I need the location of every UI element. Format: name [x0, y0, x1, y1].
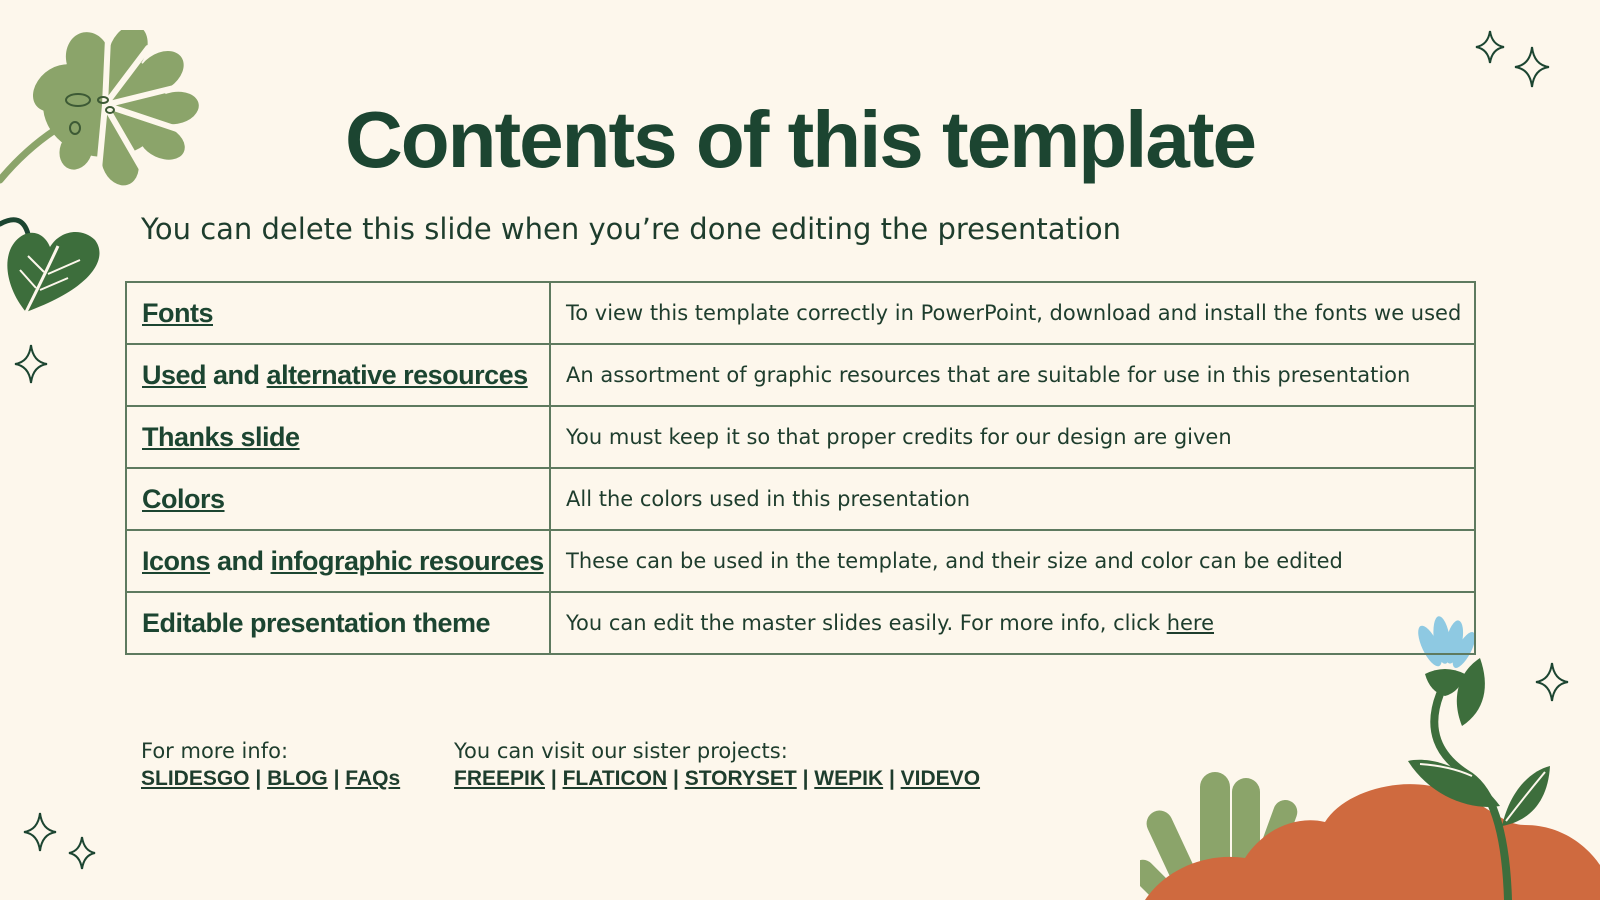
cell-text: You can edit the master slides easily. For more info, click	[566, 611, 1167, 635]
link-separator: |	[796, 767, 815, 790]
table-cell-description	[550, 530, 1475, 592]
footer-more-info-label: For more info:	[141, 739, 289, 763]
heart-leaf-icon	[0, 212, 110, 322]
footer-link[interactable]: BLOG	[267, 767, 328, 790]
topic-link[interactable]: Icons	[142, 545, 211, 576]
cell-text: and	[206, 359, 267, 390]
table-cell-description	[550, 344, 1475, 406]
table-cell-topic	[126, 468, 550, 530]
topic-link[interactable]: here	[1166, 611, 1215, 635]
topic-link[interactable]: Thanks slide	[142, 421, 300, 452]
footer-link[interactable]: STORYSET	[684, 767, 797, 790]
sparkle-icon	[68, 836, 96, 870]
table-cell-description	[550, 592, 1475, 654]
table-cell-topic	[126, 282, 550, 344]
table-row	[126, 530, 1475, 592]
table-cell-topic	[126, 406, 550, 468]
footer-link[interactable]: FAQs	[345, 767, 401, 790]
topic-link[interactable]: infographic resources	[270, 545, 544, 576]
table-row	[126, 282, 1475, 344]
link-separator: |	[249, 767, 268, 790]
cell-text: An assortment of graphic resources that are suitable for use in this presentation	[566, 363, 1411, 387]
footer-sister-projects	[454, 738, 980, 792]
link-separator: |	[545, 767, 563, 790]
footer-more-info	[141, 738, 400, 792]
table-cell-topic	[126, 592, 550, 654]
footer-link[interactable]: FREEPIK	[454, 767, 546, 790]
sparkle-icon	[1475, 30, 1505, 64]
table-cell-topic	[126, 344, 550, 406]
link-separator: |	[327, 767, 346, 790]
table-row	[126, 406, 1475, 468]
sparkle-icon	[14, 344, 48, 384]
page-subtitle: You can delete this slide when you’re done editing the presentation	[141, 212, 1122, 246]
link-separator: |	[883, 767, 901, 790]
footer-sister-projects-label: You can visit our sister projects:	[454, 739, 788, 763]
footer-more-info-links	[141, 765, 400, 792]
table-row	[126, 592, 1475, 654]
topic-link[interactable]: Fonts	[142, 297, 213, 328]
table-row	[126, 468, 1475, 530]
topic-link[interactable]: Colors	[142, 483, 225, 514]
cell-text: Editable presentation theme	[142, 607, 491, 638]
footer-link[interactable]: FLATICON	[562, 767, 668, 790]
topic-link[interactable]: alternative resources	[266, 359, 528, 390]
flower-icon	[1390, 616, 1600, 900]
table-cell-description	[550, 406, 1475, 468]
cell-text: All the colors used in this presentation	[566, 487, 971, 511]
cell-text: To view this template correctly in PowerPoint, download and install the fonts we used	[566, 301, 1462, 325]
footer-sister-projects-links	[454, 765, 980, 792]
cell-text: You must keep it so that proper credits for our design are given	[566, 425, 1232, 449]
sparkle-icon	[23, 812, 57, 852]
cell-text: These can be used in the template, and their size and color can be edited	[566, 549, 1343, 573]
table-row	[126, 344, 1475, 406]
footer-link[interactable]: WEPIK	[814, 767, 884, 790]
table-cell-description	[550, 468, 1475, 530]
cell-text: and	[210, 545, 271, 576]
table-cell-topic	[126, 530, 550, 592]
topic-link[interactable]: Used	[142, 359, 207, 390]
footer-link[interactable]: VIDEVO	[900, 767, 981, 790]
page-title: Contents of this template	[344, 95, 1256, 184]
table-cell-description	[550, 282, 1475, 344]
sparkle-icon	[1514, 46, 1550, 88]
footer-link[interactable]: SLIDESGO	[141, 767, 250, 790]
contents-table	[125, 281, 1476, 655]
link-separator: |	[667, 767, 685, 790]
